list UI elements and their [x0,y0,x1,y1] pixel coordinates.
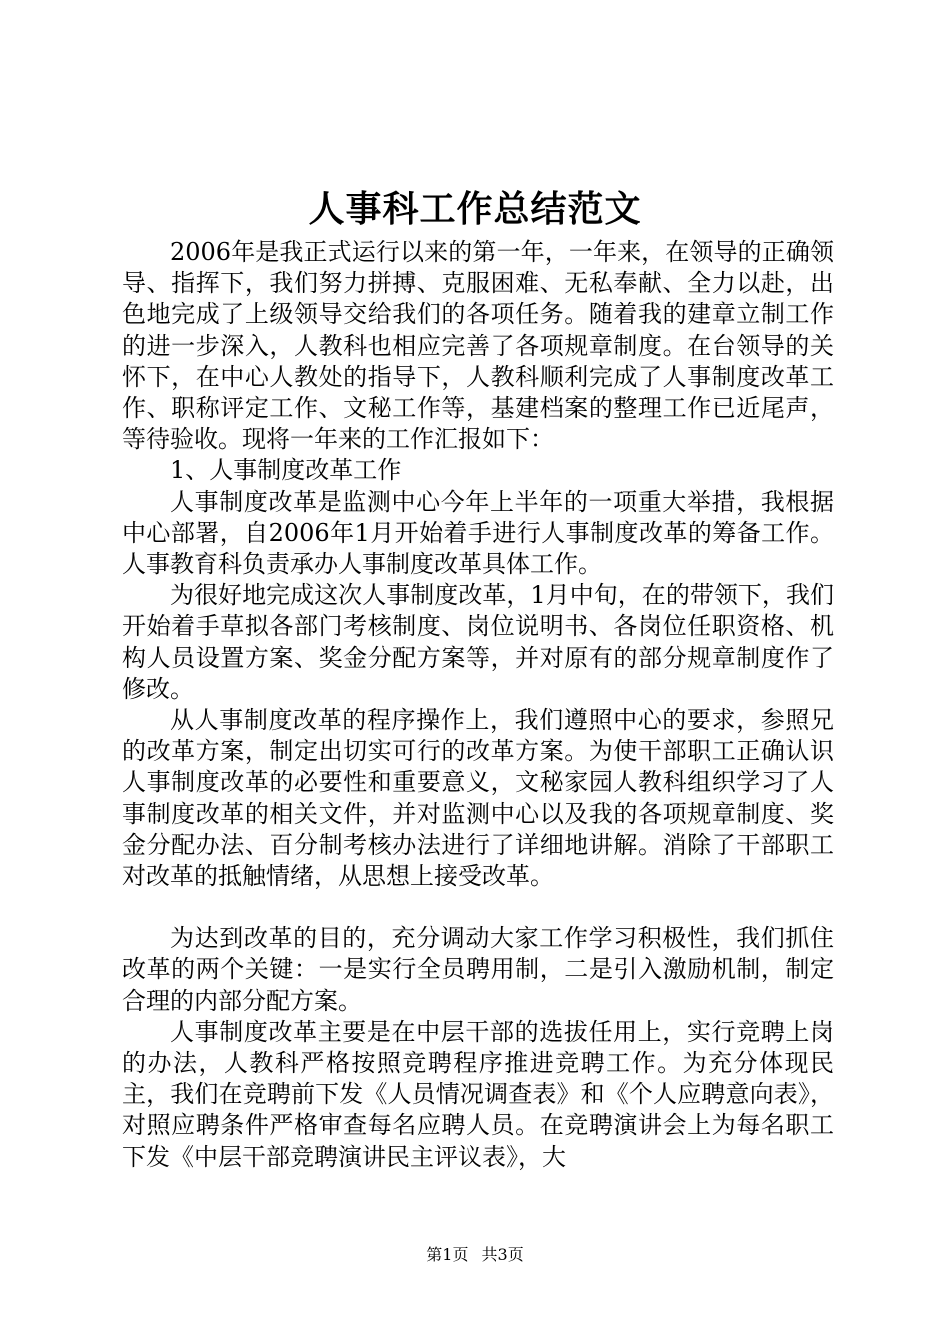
paragraph: 人事制度改革是监测中心今年上半年的一项重大举措，我根据中心部署，自2006年1月开始着手进行人事制度改革的筹备工作。人事教育科负责承办人事制度改革具体工作。 [122,487,834,579]
section-heading: 1、人事制度改革工作 [170,456,402,485]
paragraph: 人事制度改革主要是在中层干部的选拔任用上，实行竞聘上岗的办法，人教科严格按照竞聘程序推进竞聘工作。为充分体现民主，我们在竞聘前下发《人员情况调查表》和《个人应聘意向表》，对照应聘条件严格审查每名应聘人员。在竞聘演讲会上为每名职工下发《中层干部竞聘演讲民主评议表》，大 [122,1017,834,1171]
page-number: 第1页 [426,1245,469,1264]
document-title: 人事科工作总结范文 [308,188,642,230]
page-total: 共3页 [481,1245,524,1264]
paragraph-intro: 2006年是我正式运行以来的第一年，一年来，在领导的正确领导、指挥下，我们努力拼搏、克服困难、无私奉献、全力以赴，出色地完成了上级领导交给我们的各项任务。随着我的建章立制工作的进一步深入，人教科也相应完善了各项规章制度。在台领导的关怀下，在中心人教处的指导下，人教科顺利完成了人事制度改革工作、职称评定工作、文秘工作等，基建档案的整理工作已近尾声，等待验收。现将一年来的工作汇报如下： [122,238,834,454]
paragraph: 从人事制度改革的程序操作上，我们遵照中心的要求，参照兄的改革方案，制定出切实可行的改革方案。为使干部职工正确认识人事制度改革的必要性和重要意义，文秘家园人教科组织学习了人事制度改革的相关文件，并对监测中心以及我的各项规章制度、奖金分配办法、百分制考核办法进行了详细地讲解。消除了干部职工对改革的抵触情绪，从思想上接受改革。 [122,706,834,891]
paragraph: 为很好地完成这次人事制度改革，1月中旬，在的带领下，我们开始着手草拟各部门考核制度、岗位说明书、各岗位任职资格、机构人员设置方案、奖金分配方案等，并对原有的部分规章制度作了修改。 [122,581,834,703]
document-body [122,237,834,1173]
page-footer [0,1245,950,1265]
paragraph: 为达到改革的目的，充分调动大家工作学习积极性，我们抓住改革的两个关键：一是实行全员聘用制，二是引入激励机制，制定合理的内部分配方案。 [122,924,834,1015]
